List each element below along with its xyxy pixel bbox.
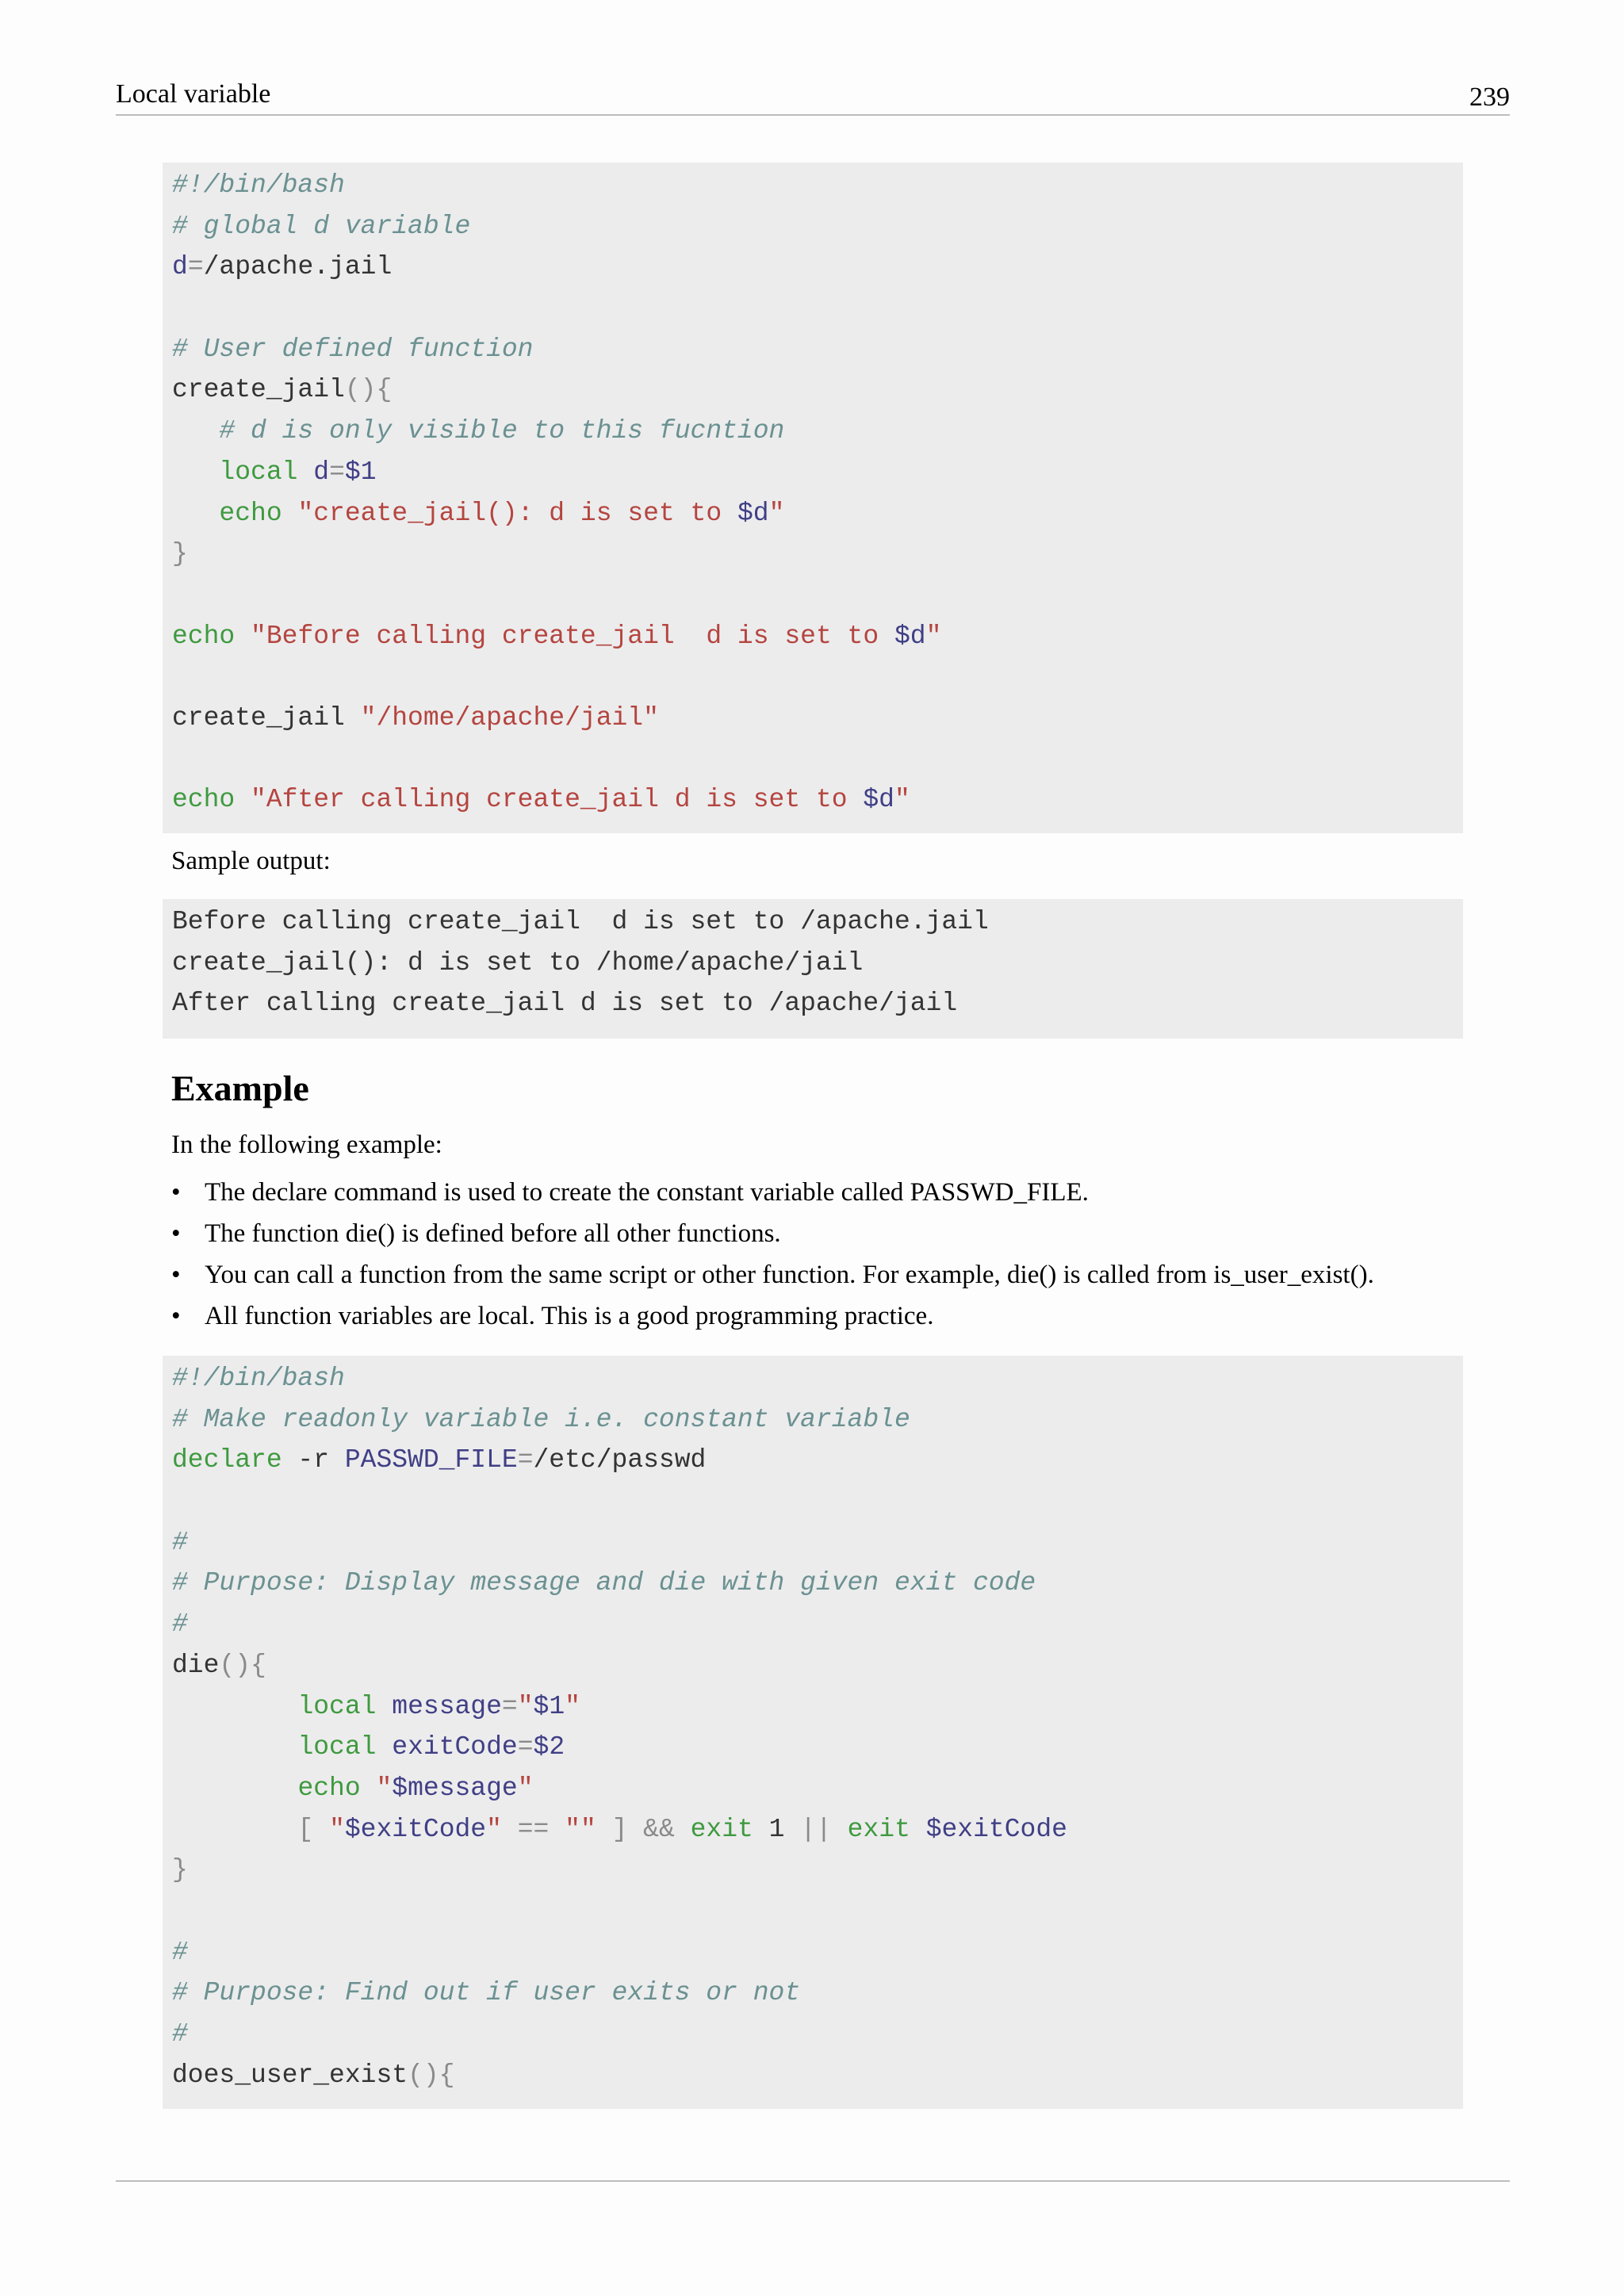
code-line [172,1399,1463,1441]
code-line [172,247,1463,288]
code-token: # [172,2019,188,2049]
code-token: declare [172,1445,282,1475]
code-token: $d [894,621,926,651]
code-token [361,1774,377,1803]
code-token: " [329,1814,345,1844]
list-item [171,1299,1519,1340]
page-number: 239 [1469,82,1510,112]
code-line [172,452,1463,493]
code-line [172,943,1463,984]
code-token: " [517,1691,534,1721]
code-line [172,369,1463,411]
code-token: local [297,1732,377,1762]
code-token [172,416,219,446]
code-line [172,1809,1463,1850]
code-token [297,457,313,487]
list-item-text: The function die() is defined before all other functions. [205,1219,781,1248]
list-item [171,1216,1519,1257]
code-token: || [800,1814,832,1844]
code-token: # Make readonly variable i.e. constant variable [172,1404,910,1434]
code-token: } [172,1855,188,1885]
code-token [832,1815,848,1844]
code-token: $d [737,498,769,528]
code-token [313,1815,329,1844]
code-token [235,785,251,814]
code-token: echo [297,1773,361,1803]
code-token: create_jail(): d is set to /home/apache/jail [172,947,864,978]
code-token: does_user_exist [172,2060,408,2090]
code-token: "After calling create_jail d is set to [251,785,864,815]
code-token: " [565,1691,580,1721]
code-block-declare-example [163,1356,1463,2109]
code-token: " [517,1773,534,1803]
bullet-dot: • [171,1178,181,1207]
code-token [172,1774,297,1803]
code-token [172,499,219,528]
code-token: # User defined function [172,334,534,364]
code-token: /apache.jail [203,252,393,282]
code-line [172,165,1463,206]
code-token: Before calling create_jail d is set to /apache.jail [172,907,989,936]
code-token: d [172,252,188,282]
code-line [172,575,1463,616]
code-line [172,1481,1463,1522]
code-line [172,739,1463,780]
code-token [172,1815,297,1844]
code-token: die [172,1650,220,1680]
code-token: exit [690,1814,753,1844]
code-line [172,616,1463,657]
list-item-text: You can call a function from the same script or other function. For example, die() is called from is_user_exist(). [205,1261,1374,1289]
code-token: " [376,1773,393,1803]
code-token: $exitCode [344,1814,487,1844]
code-token: " [894,785,910,815]
code-token: create_jail [172,702,361,733]
list-item-text: The declare command is used to create the constant variable called PASSWD_FILE. [205,1178,1089,1207]
code-line [172,1440,1463,1481]
list-item-text: All function variables are local. This is a good programming practice. [205,1302,934,1330]
bullet-dot: • [171,1219,181,1248]
code-token: "Before calling create_jail d is set to [251,621,894,651]
code-token: # [172,1937,188,1967]
code-token: #!/bin/bash [172,170,345,200]
code-line [172,1891,1463,1932]
code-token: echo [219,498,282,528]
bullet-list [171,1175,1519,1340]
code-line [172,534,1463,575]
code-line [172,1645,1463,1686]
code-token: message [392,1691,502,1721]
code-line [172,2014,1463,2055]
code-token: == [517,1814,550,1844]
code-token [910,1815,926,1844]
code-token [172,1732,297,1762]
header-title: Local variable [116,79,271,109]
code-token: $message [392,1773,518,1803]
code-token: d [313,457,330,487]
code-token: local [297,1691,377,1721]
code-token: = [517,1445,534,1475]
code-token: PASSWD_FILE [344,1445,518,1475]
code-line [172,1522,1463,1563]
code-line [172,1727,1463,1768]
code-token [376,1692,392,1721]
code-line [172,901,1463,943]
code-line [172,206,1463,247]
code-token: (){ [344,375,393,405]
code-line [172,779,1463,821]
code-line [172,656,1463,698]
code-token: local [219,457,298,487]
code-token: echo [172,785,236,815]
code-token: "create_jail(): d is set to [297,498,737,528]
code-line [172,698,1463,739]
code-line [172,1686,1463,1728]
code-token [376,1732,392,1762]
code-token: $d [863,785,894,815]
code-token: #!/bin/bash [172,1364,345,1393]
code-token [282,499,298,528]
code-token: /etc/passwd [533,1445,707,1475]
code-token: "" [565,1814,596,1844]
section-heading-example: Example [171,1068,309,1108]
code-token: $exitCode [925,1814,1067,1844]
code-token: } [172,539,188,569]
code-token: " [925,621,942,651]
code-line [172,1850,1463,1891]
code-token [596,1815,612,1844]
footer-rule [116,2180,1510,2182]
page-header [116,76,1510,116]
code-line [172,2055,1463,2096]
bullet-dot: • [171,1261,181,1289]
code-token: # d is only visible to this fucntion [219,416,785,446]
example-intro: In the following example: [171,1131,442,1159]
code-token: $1 [533,1691,565,1721]
code-token: # [172,1609,188,1640]
code-line [172,1563,1463,1604]
code-token: = [501,1691,518,1721]
code-token [675,1815,691,1844]
code-token: ] && [611,1814,675,1844]
code-line [172,1973,1463,2014]
code-token: # Purpose: Find out if user exits or not [172,1978,801,2008]
code-token [172,457,219,487]
code-token: exitCode [392,1732,518,1762]
code-block-sample-output [163,899,1463,1039]
list-item [171,1257,1519,1299]
code-line [172,493,1463,534]
code-token: # global d variable [172,211,471,241]
code-token [172,1692,297,1721]
code-token [235,622,251,651]
code-token: exit [847,1814,910,1844]
code-line [172,288,1463,329]
code-block-function-example [163,163,1463,833]
code-token: (){ [219,1650,266,1680]
code-token: = [517,1732,534,1762]
code-token: (){ [408,2060,455,2090]
code-token: = [187,252,204,282]
code-token: # [172,1527,188,1557]
code-token: create_jail [172,375,345,405]
code-token: "/home/apache/jail" [360,702,659,733]
code-token: $1 [344,457,377,487]
code-token: [ [297,1814,314,1844]
code-line [172,329,1463,370]
code-line [172,983,1463,1024]
code-token: echo [172,621,236,651]
bullet-dot: • [171,1302,181,1330]
code-token: 1 [753,1814,801,1844]
code-line [172,411,1463,452]
code-token: " [486,1814,502,1844]
code-line [172,1932,1463,1973]
code-token: = [329,457,345,487]
code-token: $2 [533,1732,565,1762]
code-token: " [768,498,785,528]
list-item [171,1175,1519,1216]
code-line [172,1604,1463,1645]
code-line [172,1768,1463,1809]
code-token: # Purpose: Display message and die with given exit code [172,1568,1036,1598]
code-token [549,1815,565,1844]
code-token: After calling create_jail d is set to /apache/jail [172,989,958,1019]
code-token [502,1815,518,1844]
code-line [172,1358,1463,1399]
sample-output-label: Sample output: [171,847,331,875]
code-token: -r [282,1445,345,1475]
